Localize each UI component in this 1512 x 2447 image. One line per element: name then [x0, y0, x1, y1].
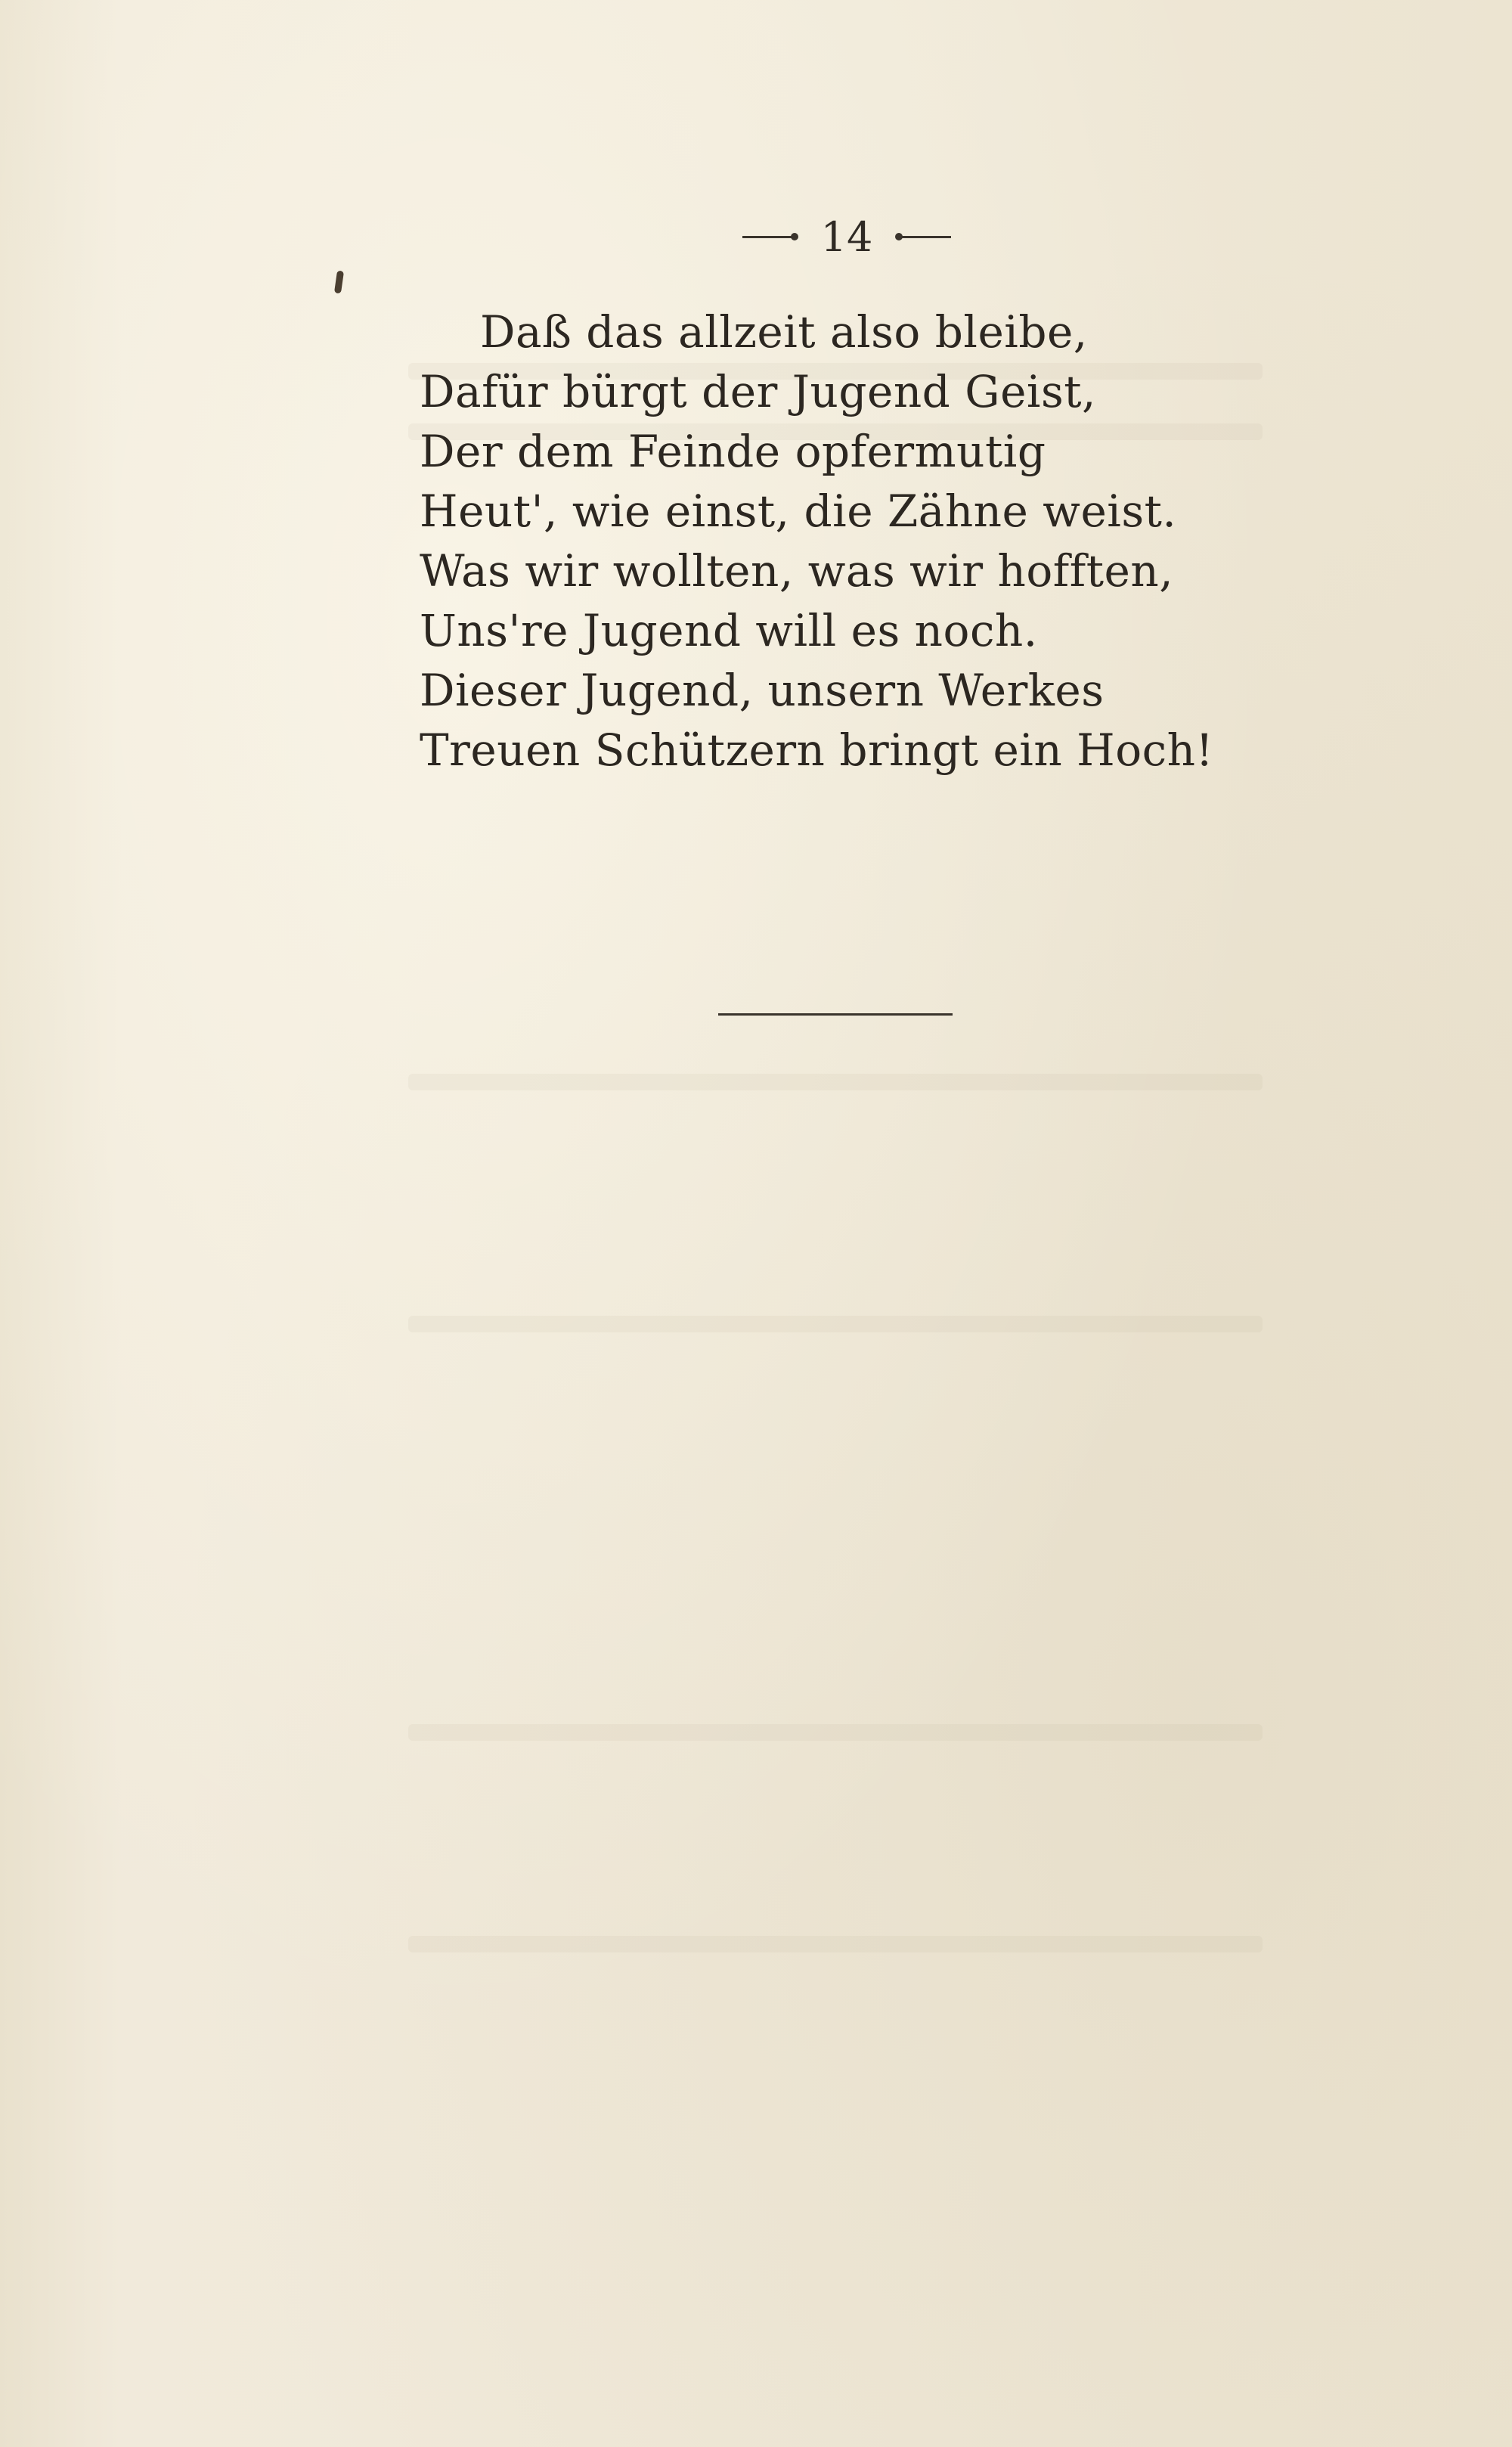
verse-line: Daß das allzeit also bleibe,	[480, 306, 1088, 358]
verse-line: Dafür bürgt der Jugend Geist,	[420, 366, 1096, 417]
show-through-mark	[408, 1724, 1263, 1741]
header-dash-right	[898, 236, 951, 238]
verse-line: Heut', wie einst, die Zähne weist.	[420, 485, 1177, 537]
page-number: 14	[820, 212, 873, 261]
ink-speck	[334, 271, 344, 294]
show-through-mark	[408, 1936, 1263, 1952]
section-divider	[718, 1013, 953, 1016]
verse-line: Was wir wollten, was wir hofften,	[420, 545, 1174, 597]
page-header	[711, 210, 983, 263]
verse-line: Treuen Schützern bringt ein Hoch!	[420, 724, 1214, 776]
verse-line: Dieser Jugend, unsern Werkes	[420, 665, 1105, 716]
header-dash-left	[742, 236, 795, 238]
poem-stanza	[420, 302, 1214, 780]
verse-line: Uns're Jugend will es noch.	[420, 605, 1038, 656]
verse-line: Der dem Feinde opfermutig	[420, 426, 1046, 477]
show-through-mark	[408, 1316, 1263, 1332]
show-through-mark	[408, 1074, 1263, 1090]
